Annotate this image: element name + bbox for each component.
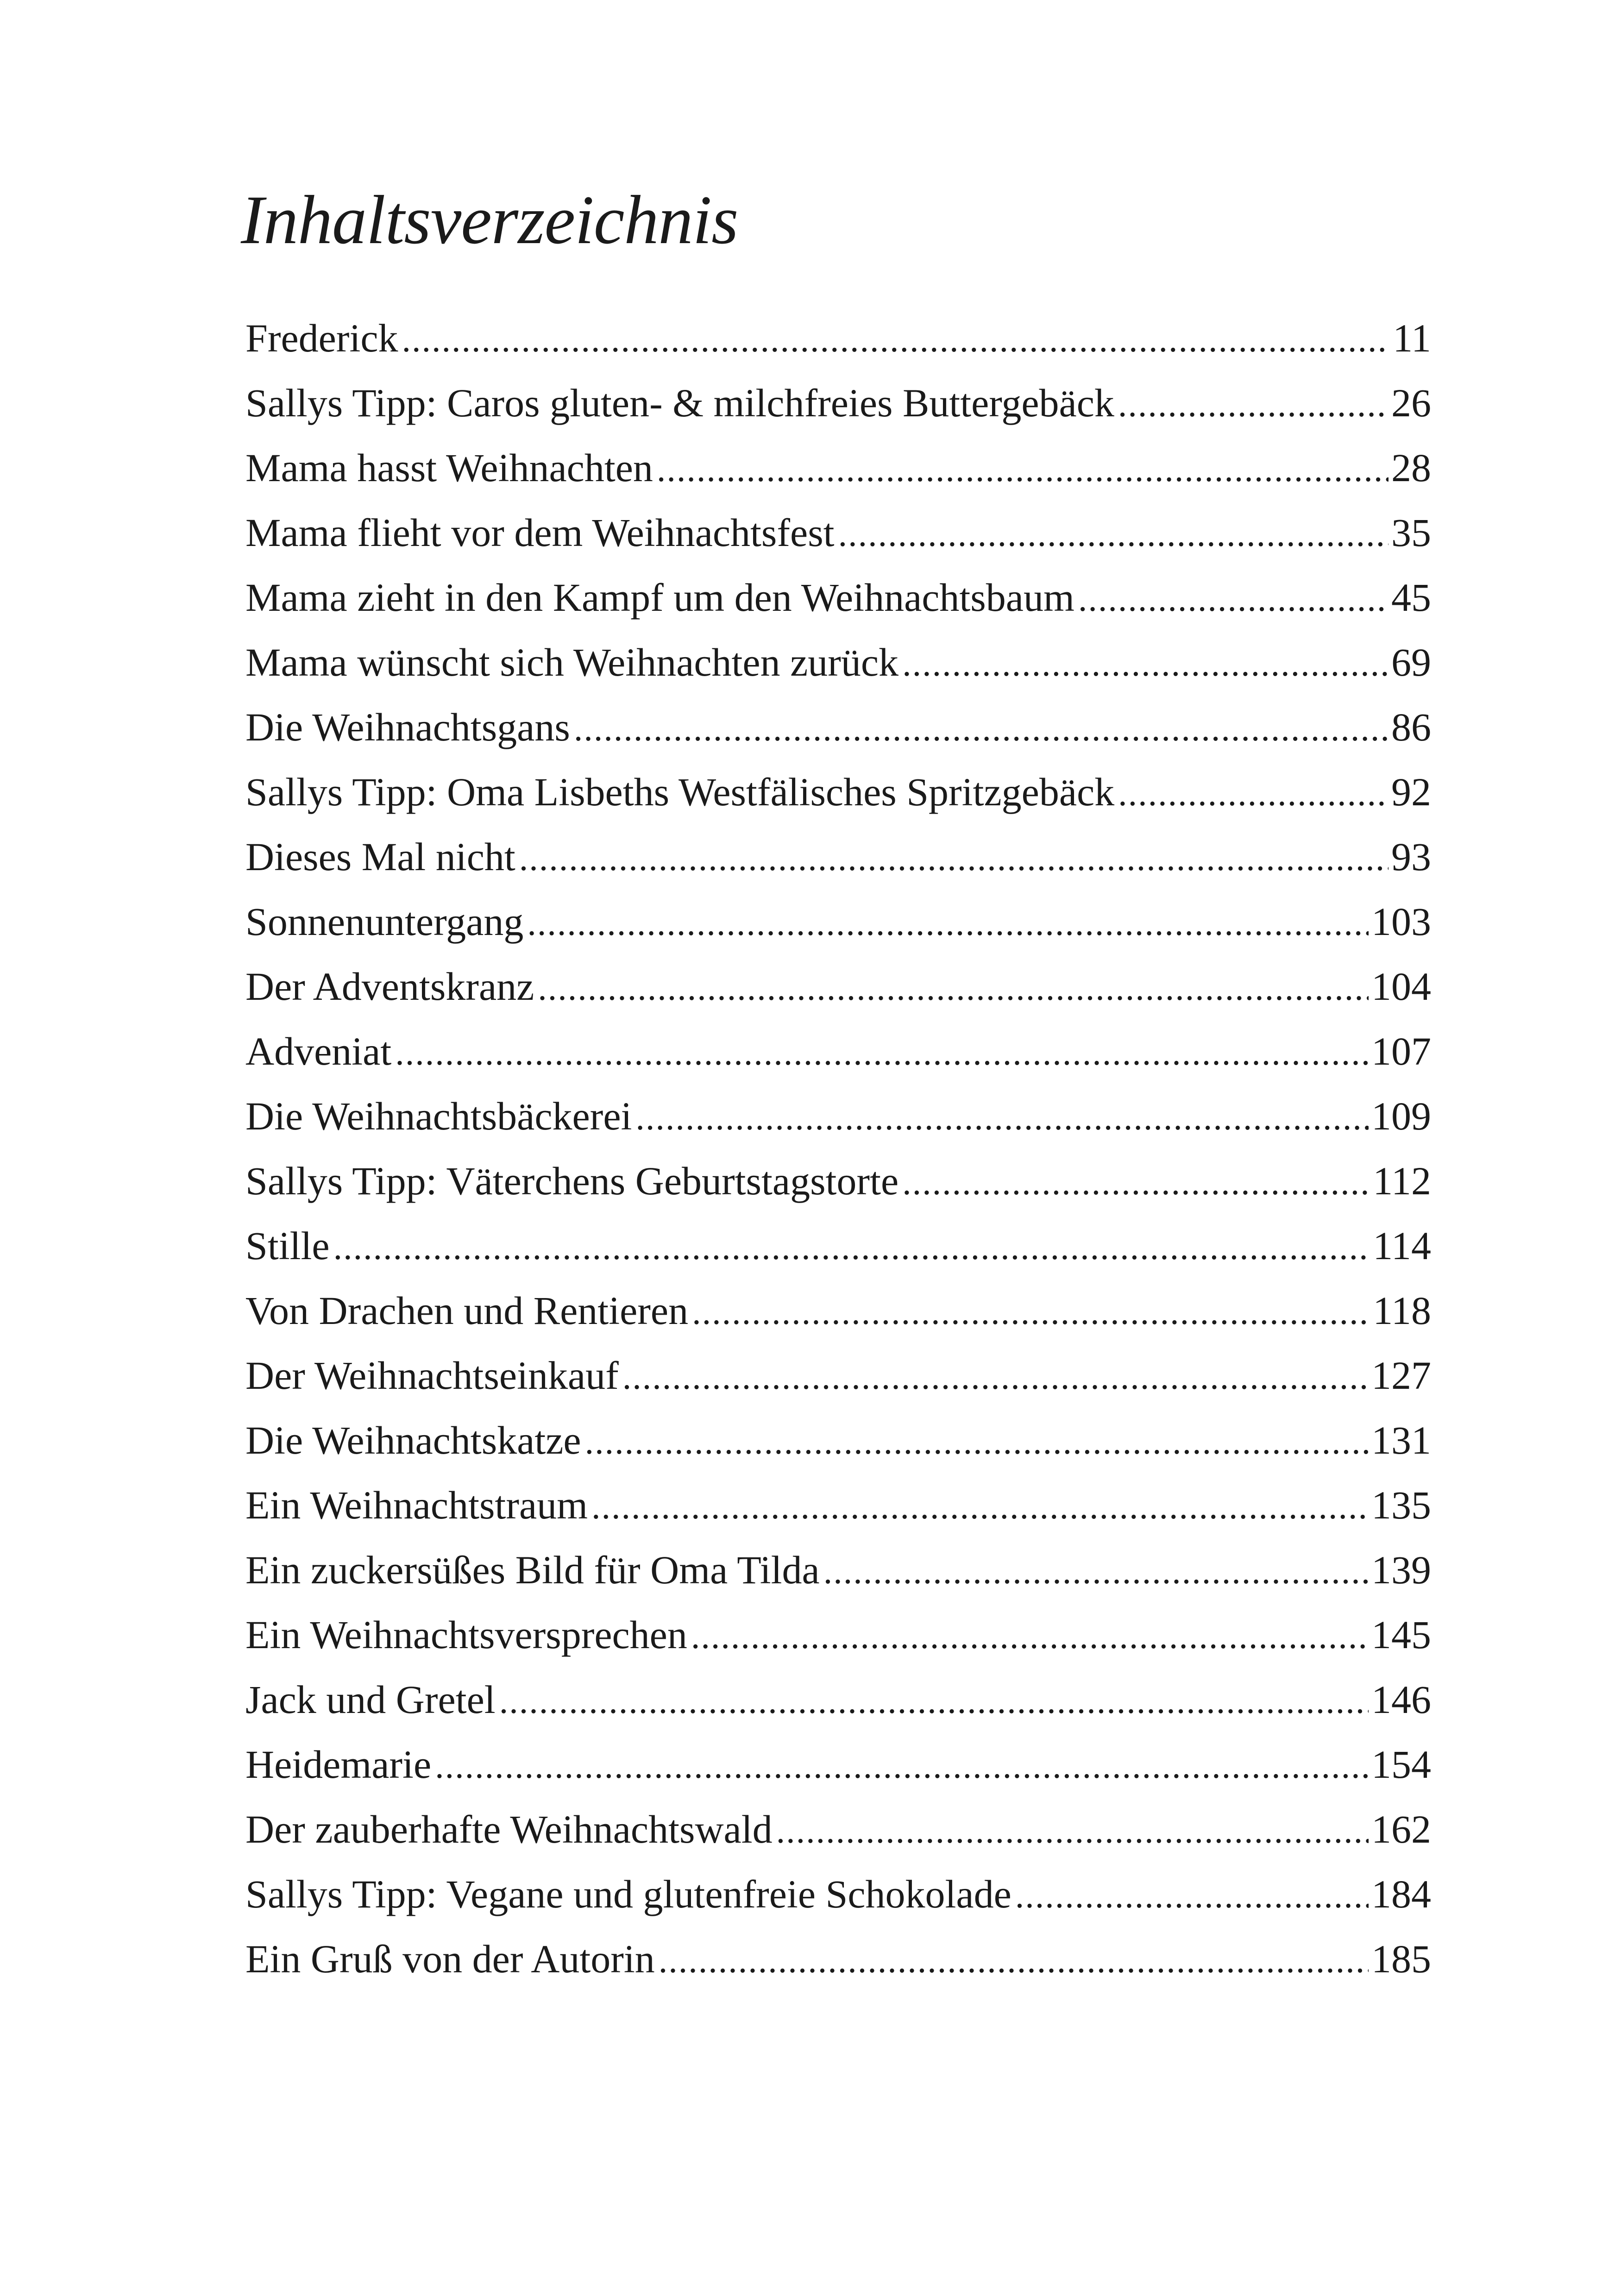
toc-dot-leader — [657, 437, 1389, 500]
toc-page-number: 162 — [1371, 1807, 1431, 1851]
toc-page-number: 104 — [1371, 964, 1431, 1009]
toc-page-number: 118 — [1373, 1288, 1431, 1333]
toc-page-number: 103 — [1371, 899, 1431, 944]
toc-entry[interactable] — [245, 1797, 1431, 1862]
toc-entry-title: Die Weihnachtsgans — [245, 705, 570, 749]
toc-entry-title: Ein Gruß von der Autorin — [245, 1937, 655, 1981]
toc-entry[interactable] — [245, 1019, 1431, 1084]
toc-page-number: 28 — [1391, 445, 1431, 490]
toc-page-number: 184 — [1371, 1872, 1431, 1916]
toc-dot-leader — [838, 502, 1389, 565]
toc-dot-leader — [776, 1798, 1369, 1862]
toc-page-number: 114 — [1373, 1223, 1431, 1268]
toc-entry[interactable] — [245, 1148, 1431, 1213]
toc-entry-title: Mama flieht vor dem Weihnachtsfest — [245, 510, 835, 555]
toc-dot-leader — [1078, 566, 1389, 630]
toc-entry-title: Jack und Gretel — [245, 1677, 496, 1722]
toc-entry[interactable] — [245, 1862, 1431, 1926]
toc-entry-title: Ein zuckersüßes Bild für Oma Tilda — [245, 1548, 820, 1592]
toc-entry[interactable] — [245, 1602, 1431, 1667]
toc-dot-leader — [538, 955, 1369, 1019]
toc-dot-leader — [635, 1085, 1369, 1148]
toc-entry-title: Sallys Tipp: Oma Lisbeths Westfälisches Spritzgebäck — [245, 770, 1115, 814]
toc-entry-title: Heidemarie — [245, 1742, 432, 1787]
toc-page-number: 139 — [1371, 1548, 1431, 1592]
toc-entry[interactable] — [245, 1667, 1431, 1732]
toc-entry-title: Der Weihnachtseinkauf — [245, 1353, 619, 1398]
toc-dot-leader — [591, 1474, 1369, 1537]
toc-dot-leader — [527, 891, 1369, 954]
toc-entry-title: Adveniat — [245, 1029, 392, 1073]
toc-page-number: 86 — [1391, 705, 1431, 749]
toc-entry[interactable] — [245, 630, 1431, 695]
toc-page-number: 11 — [1393, 316, 1431, 360]
toc-page-number: 131 — [1371, 1418, 1431, 1462]
toc-dot-leader — [823, 1539, 1369, 1602]
toc-entry-title: Dieses Mal nicht — [245, 834, 515, 879]
toc-page-number: 109 — [1371, 1094, 1431, 1138]
toc-entry-title: Mama hasst Weihnachten — [245, 445, 653, 490]
toc-page-number: 35 — [1391, 510, 1431, 555]
toc-dot-leader — [1118, 761, 1389, 824]
toc-list — [245, 306, 1431, 1991]
toc-entry[interactable] — [245, 435, 1431, 500]
toc-page-number: 45 — [1391, 575, 1431, 620]
toc-page-number: 135 — [1371, 1483, 1431, 1527]
toc-entry[interactable] — [245, 889, 1431, 954]
toc-entry[interactable] — [245, 1473, 1431, 1537]
toc-entry-title: Stille — [245, 1223, 330, 1268]
toc-entry[interactable] — [245, 1537, 1431, 1602]
toc-dot-leader — [435, 1733, 1369, 1797]
toc-entry[interactable] — [245, 824, 1431, 889]
toc-dot-leader — [1118, 372, 1389, 435]
toc-entry[interactable] — [245, 759, 1431, 824]
toc-entry-title: Ein Weihnachtsversprechen — [245, 1612, 687, 1657]
toc-entry[interactable] — [245, 1213, 1431, 1278]
toc-entry-title: Der Adventskranz — [245, 964, 534, 1009]
toc-entry[interactable] — [245, 1408, 1431, 1473]
toc-entry-title: Ein Weihnachtstraum — [245, 1483, 588, 1527]
toc-entry[interactable] — [245, 1732, 1431, 1797]
toc-entry[interactable] — [245, 1343, 1431, 1408]
toc-dot-leader — [402, 307, 1390, 370]
toc-page-number: 185 — [1371, 1937, 1431, 1981]
toc-entry[interactable] — [245, 954, 1431, 1019]
toc-dot-leader — [692, 1280, 1370, 1343]
toc-entry[interactable] — [245, 1926, 1431, 1991]
toc-entry[interactable] — [245, 1084, 1431, 1148]
toc-page-number: 92 — [1391, 770, 1431, 814]
toc-page-number: 154 — [1371, 1742, 1431, 1787]
toc-entry[interactable] — [245, 1278, 1431, 1343]
toc-entry-title: Frederick — [245, 316, 398, 360]
toc-page-number: 26 — [1391, 381, 1431, 425]
toc-dot-leader — [499, 1669, 1369, 1732]
toc-dot-leader — [574, 696, 1389, 759]
toc-dot-leader — [902, 1150, 1370, 1213]
toc-entry-title: Der zauberhafte Weihnachtswald — [245, 1807, 773, 1851]
toc-dot-leader — [519, 826, 1389, 889]
toc-page-number: 127 — [1371, 1353, 1431, 1398]
toc-page-number: 107 — [1371, 1029, 1431, 1073]
toc-entry[interactable] — [245, 500, 1431, 565]
toc-dot-leader — [395, 1020, 1369, 1084]
toc-entry[interactable] — [245, 306, 1431, 370]
toc-entry[interactable] — [245, 370, 1431, 435]
toc-page-number: 146 — [1371, 1677, 1431, 1722]
toc-page-number: 112 — [1373, 1159, 1431, 1203]
toc-dot-leader — [691, 1604, 1369, 1667]
toc-entry-title: Die Weihnachtskatze — [245, 1418, 581, 1462]
toc-entry-title: Sallys Tipp: Vegane und glutenfreie Schokolade — [245, 1872, 1012, 1916]
toc-entry-title: Die Weihnachtsbäckerei — [245, 1094, 632, 1138]
toc-entry-title: Sonnenuntergang — [245, 899, 524, 944]
toc-entry-title: Mama zieht in den Kampf um den Weihnachtsbaum — [245, 575, 1074, 620]
toc-entry-title: Mama wünscht sich Weihnachten zurück — [245, 640, 899, 684]
toc-dot-leader — [902, 631, 1389, 695]
toc-dot-leader — [333, 1215, 1370, 1278]
toc-dot-leader — [659, 1928, 1369, 1991]
toc-dot-leader — [622, 1344, 1369, 1408]
toc-entry-title: Sallys Tipp: Caros gluten- & milchfreies Buttergebäck — [245, 381, 1114, 425]
toc-entry-title: Sallys Tipp: Väterchens Geburtstagstorte — [245, 1159, 899, 1203]
toc-page-number: 69 — [1391, 640, 1431, 684]
toc-entry[interactable] — [245, 695, 1431, 759]
toc-entry[interactable] — [245, 565, 1431, 630]
toc-dot-leader — [1015, 1863, 1369, 1926]
toc-dot-leader — [585, 1409, 1369, 1473]
toc-page-number: 145 — [1371, 1612, 1431, 1657]
toc-entry-title: Von Drachen und Rentieren — [245, 1288, 689, 1333]
toc-page-number: 93 — [1391, 834, 1431, 879]
toc-heading: Inhaltsverzeichnis — [241, 182, 738, 258]
